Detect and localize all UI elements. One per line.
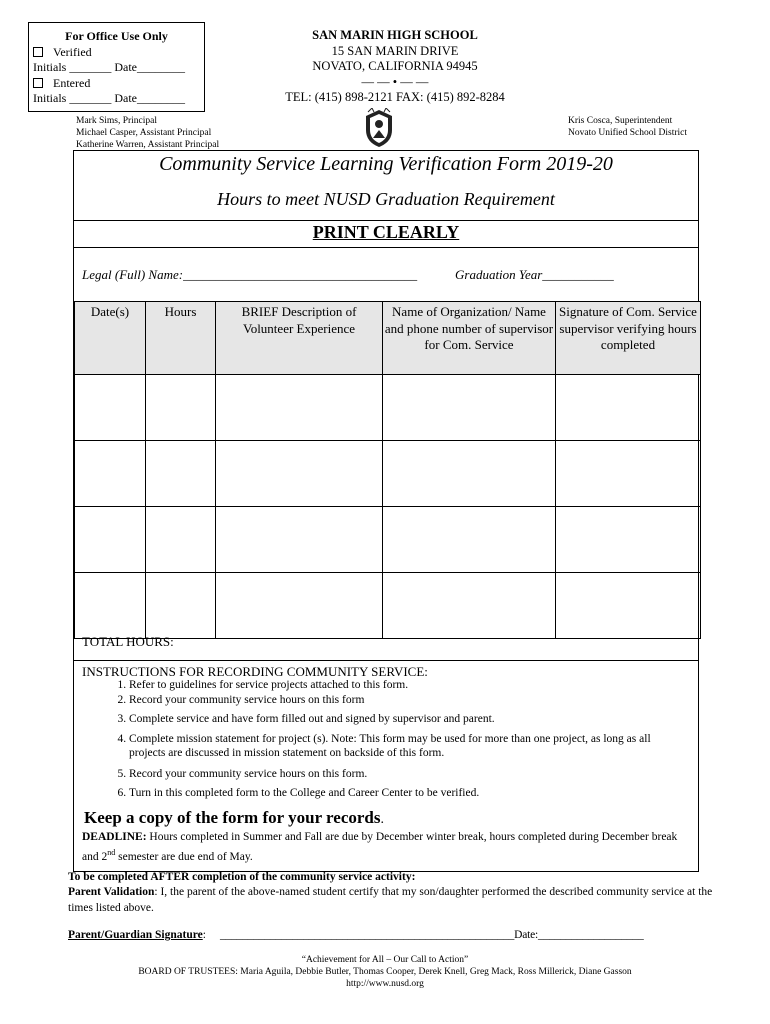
- instruction-item: 5. Record your community service hours on this form.: [129, 767, 689, 782]
- instructions-heading: INSTRUCTIONS FOR RECORDING COMMUNITY SERVICE:: [82, 664, 428, 679]
- cell-signature[interactable]: [556, 375, 701, 441]
- table-row: [75, 507, 701, 573]
- parent-signature-label: [68, 929, 206, 941]
- entered-row: [29, 76, 204, 92]
- print-clearly: PRINT CLEARLY: [312, 222, 460, 242]
- divider-line: [74, 220, 698, 221]
- office-use-title: For Office Use Only: [65, 29, 168, 43]
- instruction-item: 2. Record your community service hours on this form: [129, 693, 689, 708]
- form-subtitle: Hours to meet NUSD Graduation Requirement: [217, 189, 555, 209]
- cell-hours[interactable]: [146, 573, 216, 639]
- deadline-superscript: nd: [107, 848, 116, 857]
- divider-line: [74, 660, 698, 661]
- form-title: Community Service Learning Verification Form 2019-20: [159, 153, 613, 175]
- school-phone: TEL: (415) 898-2121 FAX: (415) 892-8284: [285, 90, 505, 104]
- header-organization: Name of Organization/ Name and phone number of supervisor for Com. Service: [383, 302, 556, 375]
- cell-description[interactable]: [216, 507, 383, 573]
- total-hours-field[interactable]: TOTAL HOURS:: [82, 634, 174, 649]
- table-row: [75, 441, 701, 507]
- parent-validation-text: : I, the parent of the above-named student certify that my son/daughter performed the described community service at the times listed above.: [68, 886, 713, 914]
- graduation-year-field[interactable]: Graduation Year___________: [455, 267, 614, 282]
- cell-organization[interactable]: [383, 573, 556, 639]
- table-row: [75, 573, 701, 639]
- school-address-1: 15 SAN MARIN DRIVE: [331, 43, 459, 58]
- entered-checkbox[interactable]: [33, 78, 43, 88]
- cell-organization[interactable]: [383, 441, 556, 507]
- staff-superintendent: Kris Cosca, Superintendent: [568, 116, 673, 126]
- header-description: BRIEF Description of Volunteer Experience: [216, 302, 383, 375]
- cell-date[interactable]: [75, 441, 146, 507]
- staff-principal: Mark Sims, Principal: [76, 116, 158, 126]
- school-name: SAN MARIN HIGH SCHOOL: [312, 28, 478, 42]
- keep-copy-notice: [84, 808, 384, 828]
- cell-description[interactable]: [216, 375, 383, 441]
- header-signature: Signature of Com. Service supervisor verifying hours completed: [556, 302, 701, 375]
- instruction-item: 6. Turn in this completed form to the College and Career Center to be verified.: [129, 786, 689, 801]
- footer-url[interactable]: http://www.nusd.org: [346, 979, 424, 989]
- footer-board: BOARD OF TRUSTEES: Maria Aguila, Debbie Butler, Thomas Cooper, Derek Knell, Greg Mack, Ross Millerick, Diane Gasson: [138, 967, 632, 977]
- staff-left: [76, 115, 219, 151]
- footer-motto: “Achievement for All – Our Call to Action”: [301, 955, 469, 965]
- header-hours: Hours: [146, 302, 216, 375]
- signature-colon: :: [202, 929, 206, 941]
- staff-asst-principal-2: Katherine Warren, Assistant Principal: [76, 140, 220, 150]
- instruction-item: 4. Complete mission statement for project (s). Note: This form may be used for more than one project, as long as all projects are discussed in mission statement on backside of this form.: [129, 732, 689, 761]
- cell-signature[interactable]: [556, 507, 701, 573]
- cell-organization[interactable]: [383, 375, 556, 441]
- signature-date-line[interactable]: _____________________________________________________Date:___________________: [220, 929, 644, 941]
- initials-date-line-2: Initials _______ Date________: [33, 91, 185, 105]
- instruction-item: 3. Complete service and have form filled out and signed by supervisor and parent.: [129, 712, 689, 727]
- verified-checkbox[interactable]: [33, 47, 43, 57]
- verified-row: [29, 45, 204, 61]
- deadline-notice: [82, 829, 692, 865]
- signature-label: Parent/Guardian Signature: [68, 929, 203, 941]
- initials-date-line: Initials _______ Date________: [33, 60, 185, 74]
- legal-name-field[interactable]: Legal (Full) Name:____________________________________: [82, 267, 418, 282]
- table-header-row: [75, 302, 701, 375]
- cell-date[interactable]: [75, 507, 146, 573]
- cell-description[interactable]: [216, 573, 383, 639]
- school-header: [260, 28, 530, 106]
- verified-label: Verified: [53, 44, 92, 59]
- cell-hours[interactable]: [146, 507, 216, 573]
- service-log-table: [74, 301, 701, 639]
- school-seal-icon: [362, 108, 396, 148]
- cell-signature[interactable]: [556, 573, 701, 639]
- school-address-2: NOVATO, CALIFORNIA 94945: [312, 59, 478, 73]
- staff-asst-principal-1: Michael Casper, Assistant Principal: [76, 128, 212, 138]
- cell-date[interactable]: [75, 375, 146, 441]
- table-row: [75, 375, 701, 441]
- deadline-text-b: semester are due end of May.: [115, 850, 253, 863]
- cell-hours[interactable]: [146, 441, 216, 507]
- deadline-label: DEADLINE:: [82, 831, 147, 843]
- parent-validation-label: Parent Validation: [68, 886, 155, 898]
- office-use-box: [28, 22, 205, 112]
- cell-organization[interactable]: [383, 507, 556, 573]
- keep-copy-text: Keep a copy of the form for your records: [84, 808, 381, 827]
- after-completion-heading: To be completed AFTER completion of the community service activity:: [68, 871, 416, 883]
- divider-line: [74, 247, 698, 248]
- instructions-list: [92, 678, 689, 801]
- deadline-text-a: Hours completed in Summer and Fall are due by December winter break, hours completed during December break and 2: [82, 831, 678, 863]
- instruction-item: 1. Refer to guidelines for service projects attached to this form.: [129, 678, 689, 693]
- footer: [0, 954, 770, 990]
- keep-copy-period: .: [380, 812, 384, 827]
- cell-hours[interactable]: [146, 375, 216, 441]
- parent-validation: [68, 885, 718, 916]
- staff-right: [568, 115, 687, 139]
- cell-signature[interactable]: [556, 441, 701, 507]
- cell-date[interactable]: [75, 573, 146, 639]
- cell-description[interactable]: [216, 441, 383, 507]
- staff-district: Novato Unified School District: [568, 128, 687, 138]
- school-divider: — — • — —: [361, 74, 429, 89]
- header-dates: Date(s): [75, 302, 146, 375]
- entered-label: Entered: [53, 75, 91, 90]
